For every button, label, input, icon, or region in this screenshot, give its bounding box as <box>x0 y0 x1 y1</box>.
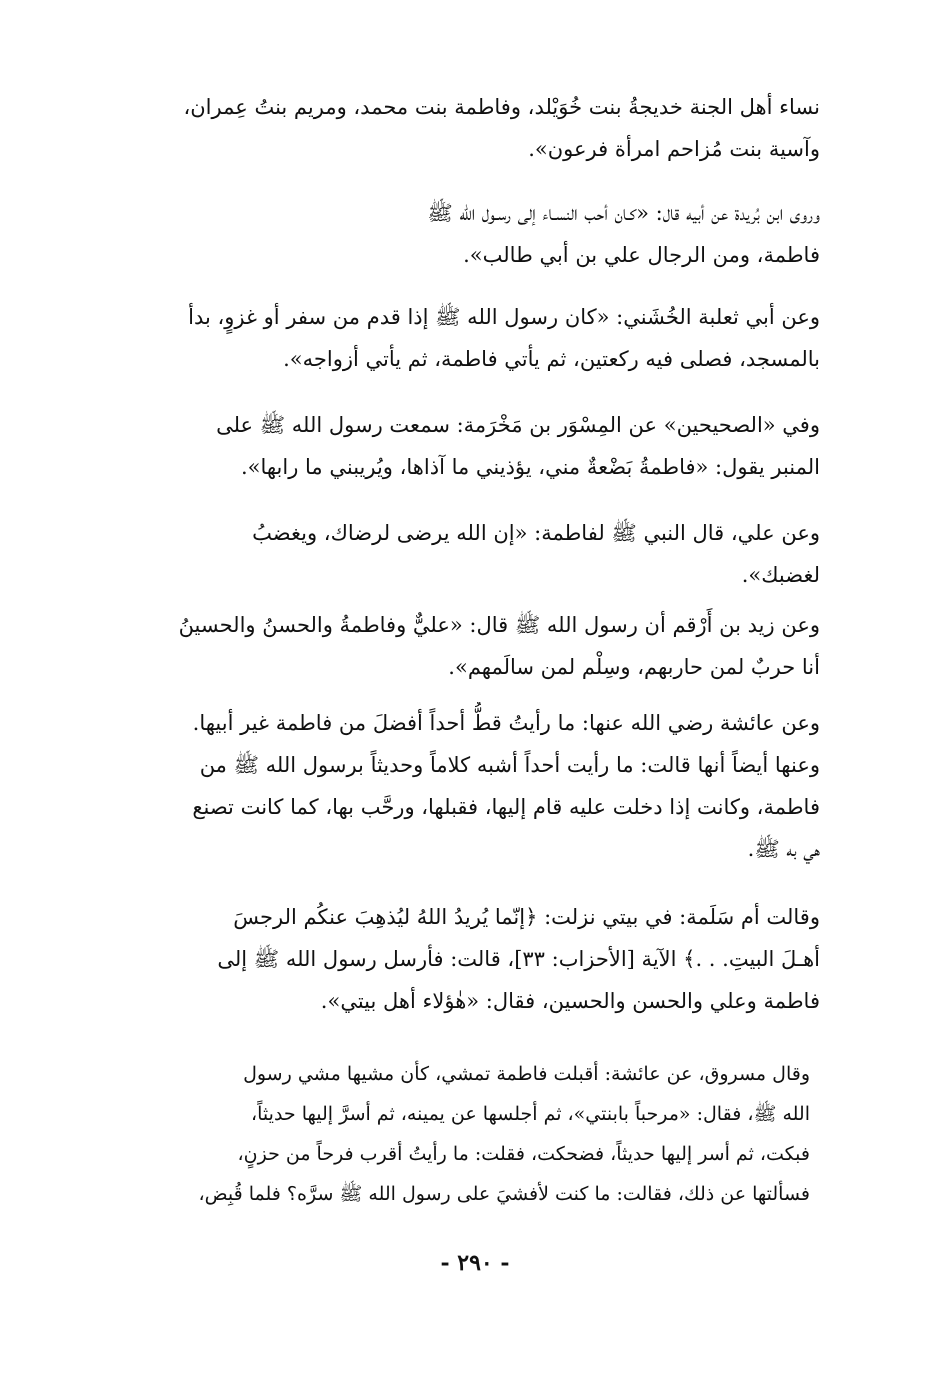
text-line: وعن زيد بن أَرْقم أن رسول الله ﷺ قال: «عليٌّ وفاطمةُ والحسنُ والحسينُ <box>178 613 820 637</box>
text-line: بالمسجد، فصلى فيه ركعتين، ثم يأتي فاطمة، ثم يأتي أزواجه». <box>283 347 820 371</box>
paragraph-2 <box>120 192 820 276</box>
text-line: وآسية بنت مُزاحم امرأة فرعون». <box>528 137 820 161</box>
text-line: الله ﷺ، فقال: «مرحباً بابنتي»، ثم أجلسها عن يمينه، ثم أسرَّ إليها حديثاً، <box>251 1103 810 1125</box>
text-line: وقال مسروق، عن عائشة: أقبلت فاطمة تمشي، كأن مشيها مشي رسول <box>243 1063 810 1085</box>
paragraph-7 <box>120 702 820 870</box>
text-line: هي به ﷺ. <box>747 837 820 861</box>
text-line: فبكت، ثم أسر إليها حديثاً، فضحكت، فقلت: ما رأيتُ أقرب فرحاً من حزنٍ، <box>237 1143 810 1165</box>
paragraph-4 <box>120 404 820 488</box>
paragraph-8 <box>120 896 820 1022</box>
text-line: فسألتها عن ذلك، فقالت: ما كنت لأفشيَ على رسول الله ﷺ سرَّه؟ فلما قُبِض، <box>198 1183 810 1205</box>
text-line: وعن أبي ثعلبة الخُشَني: «كان رسول الله ﷺ إذا قدم من سفر أو غزوٍ، بدأ <box>188 305 820 329</box>
text-line: فاطمة، ومن الرجال علي بن أبي طالب». <box>463 243 820 267</box>
text-line: فاطمة وعلي والحسن والحسين، فقال: «هٰؤلاء أهل بيتي». <box>320 989 820 1013</box>
text-line: وعن عائشة رضي الله عنها: ما رأيتُ قطُّ أحداً أفضلَ من فاطمة غير أبيها. <box>192 711 820 735</box>
text-line: فاطمة، وكانت إذا دخلت عليه قام إليها، فقبلها، ورحَّب بها، كما كانت تصنع <box>192 795 820 819</box>
text-line: وعن علي، قال النبي ﷺ لفاطمة: «إن الله يرضى لرضاك، ويغضبُ <box>252 521 820 545</box>
paragraph-3 <box>120 296 820 380</box>
page-number: - ٢٩٠ - <box>440 1250 510 1276</box>
text-line: نساء أهل الجنة خديجةُ بنت خُوَيْلد، وفاطمة بنت محمد، ومريم بنتُ عِمران، <box>183 95 820 119</box>
paragraph-5 <box>120 512 820 596</box>
text-line: وروى ابن بُريدة عن أبيه قال: «كـان أحب النسـاء إلى رسـول الله ﷺ <box>427 201 820 225</box>
paragraph-1 <box>120 86 820 170</box>
text-line: المنبر يقول: «فاطمةُ بَضْعةٌ مني، يؤذيني ما آذاها، ويُريبني ما رابها». <box>240 455 820 479</box>
paragraph-9 <box>130 1054 810 1214</box>
text-line: وقالت أم سَلَمة: في بيتي نزلت: ﴿إنّما يُريدُ اللهُ ليُذهِبَ عنكُم الرجسَ <box>233 905 820 929</box>
text-line: أهـلَ البيتِ. . .﴾ الآية [الأحزاب: ٣٣]، قالت: فأرسل رسول الله ﷺ إلى <box>217 947 820 971</box>
text-line: وعنها أيضاً أنها قالت: ما رأيت أحداً أشبه كلاماً وحديثاً برسول الله ﷺ من <box>199 753 820 777</box>
text-line: أنا حربٌ لمن حاربهم، وسِلْم لمن سالَمهم». <box>448 655 820 679</box>
paragraph-6 <box>120 604 820 688</box>
text-line: وفي «الصحيحين» عن المِسْوَر بن مَخْرَمة: سمعت رسول الله ﷺ على <box>216 413 820 437</box>
text-line: لغضبك». <box>741 563 820 587</box>
